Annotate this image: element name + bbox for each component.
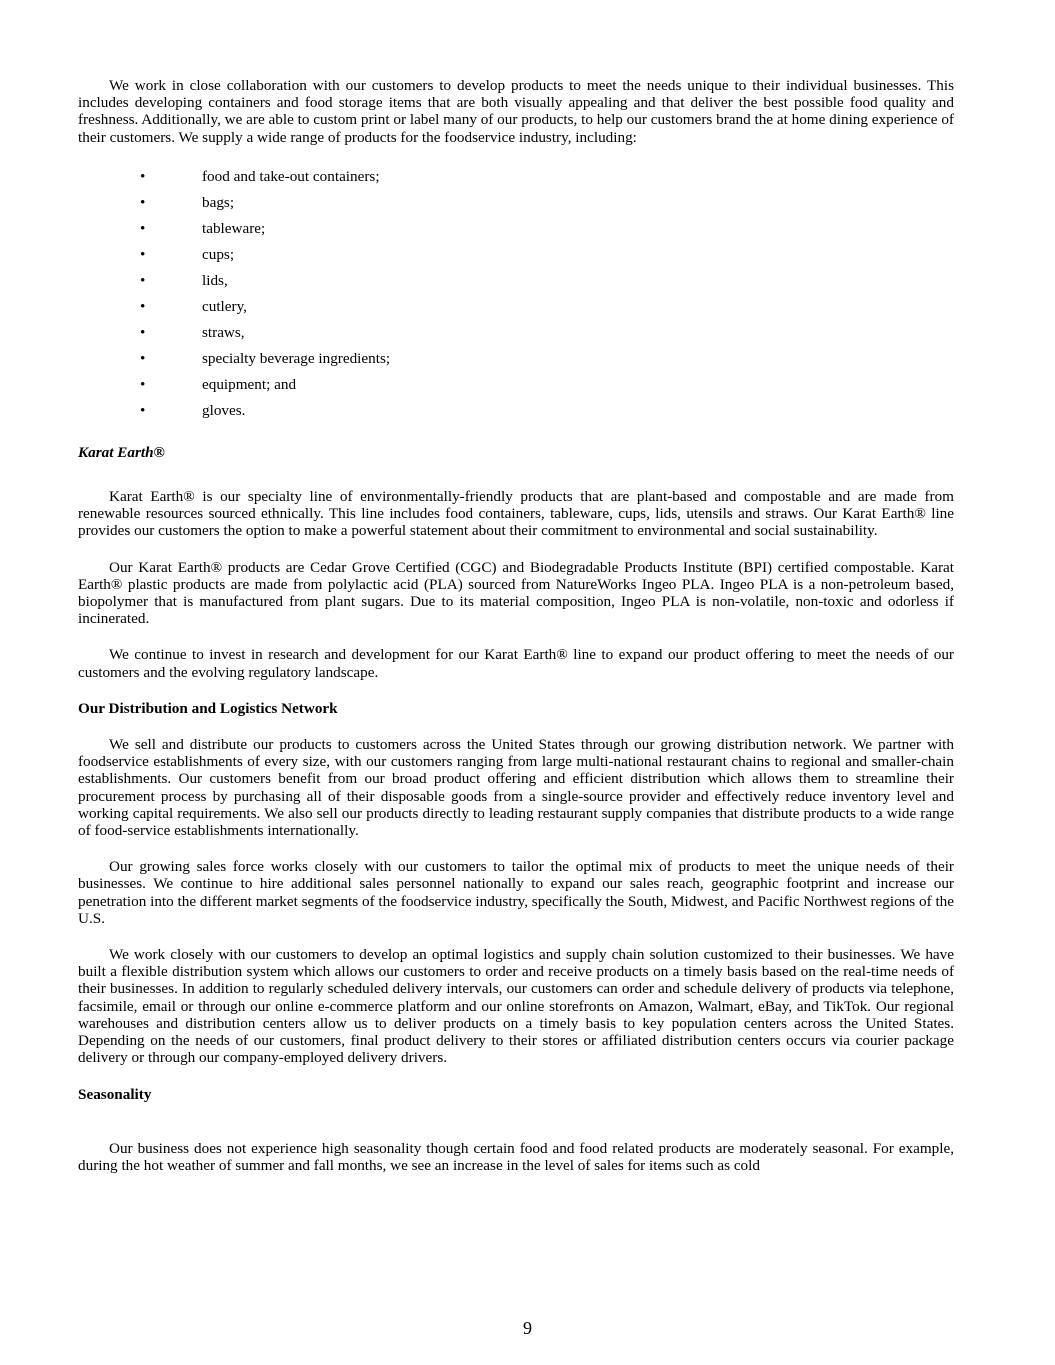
list-item-text: specialty beverage ingredients; xyxy=(202,349,391,367)
list-item-text: bags; xyxy=(202,193,235,211)
distribution-paragraph-3: We work closely with our customers to develop an optimal logistics and supply chain solution customized to their businesses. We have built a flexible distribution system which allows our customers to order and receive products on a timely basis based on the real-time needs of their businesses. In addition to regularly scheduled delivery intervals, our customers can order and schedule delivery of products via telephone, facsimile, email or through our online e-commerce platform and our online storefronts on Amazon, Walmart, eBay, and TikTok. Our regional warehouses and distribution centers allow us to deliver products on a timely basis to key population centers across the United States. Depending on the needs of our customers, final product delivery to their stores or affiliated distribution centers occurs via courier package delivery or through our company-employed delivery drivers. xyxy=(78,946,954,1067)
page-number: 9 xyxy=(523,1318,532,1338)
karat-paragraph-2: Our Karat Earth® products are Cedar Grove Certified (CGC) and Biodegradable Products Institute (BPI) certified compostable. Karat Earth® plastic products are made from polylactic acid (PLA) sourced from NatureWorks Ingeo PLA. Ingeo PLA is a non-petroleum based, biopolymer that is manufactured from plant sugars. Due to its material composition, Ingeo PLA is non-volatile, non-toxic and odorless if incinerated. xyxy=(78,558,954,628)
seasonality-paragraph: Our business does not experience high seasonality though certain food and food related products are moderately seasonal. For example, during the hot weather of summer and fall months, we see an increase in the level of sales for items such as cold xyxy=(78,1139,954,1174)
karat-paragraph-3: We continue to invest in research and development for our Karat Earth® line to expand our product offering to meet the needs of our customers and the evolving regulatory landscape. xyxy=(78,646,954,681)
bullet-icon: • xyxy=(140,297,146,315)
list-item xyxy=(78,350,954,367)
list-item xyxy=(78,324,954,341)
bullet-icon: • xyxy=(140,193,146,211)
list-item-text: straws, xyxy=(202,323,245,341)
list-item xyxy=(78,376,954,393)
list-item-text: gloves. xyxy=(202,401,246,419)
intro-paragraph: We work in close collaboration with our customers to develop products to meet the needs unique to their individual businesses. This includes developing containers and food storage items that are both visually appealing and that deliver the best possible food quality and freshness. Additionally, we are able to custom print or label many of our products, to help our customers brand the at home dining experience of their customers. We supply a wide range of products for the foodservice industry, including: xyxy=(78,77,954,146)
list-item xyxy=(78,246,954,263)
list-item xyxy=(78,402,954,419)
bullet-icon: • xyxy=(140,167,146,185)
list-item-text: equipment; and xyxy=(202,375,297,393)
list-item-text: food and take-out containers; xyxy=(202,167,380,185)
bullet-icon: • xyxy=(140,401,146,419)
karat-paragraph-1: Karat Earth® is our specialty line of environmentally-friendly products that are plant-based and compostable and are made from renewable resources sourced ethnically. This line includes food containers, tableware, cups, lids, utensils and straws. Our Karat Earth® line provides our customers the option to make a powerful statement about their commitment to environmental and social sustainability. xyxy=(78,488,954,540)
distribution-paragraph-2: Our growing sales force works closely with our customers to tailor the optimal mix of products to meet the unique needs of their businesses. We continue to hire additional sales personnel nationally to expand our sales reach, geographic footprint and increase our penetration into the different market segments of the foodservice industry, specifically the South, Midwest, and Pacific Northwest regions of the U.S. xyxy=(78,858,955,927)
list-item xyxy=(78,220,954,237)
list-item xyxy=(78,298,954,315)
distribution-paragraph-1: We sell and distribute our products to customers across the United States through our growing distribution network. We partner with foodservice establishments of every size, with our customers ranging from large multi-national restaurant chains to regional and smaller-chain establishments. Our customers benefit from our broad product offering and efficient distribution which allows them to streamline their procurement process by purchasing all of their disposable goods from a single-source provider and effectively reduce inventory level and working capital requirements. We also sell our products directly to leading restaurant supply companies that distribute products to a wide range of food-service establishments internationally. xyxy=(78,736,954,840)
seasonality-heading: Seasonality xyxy=(78,1085,152,1103)
karat-earth-heading: Karat Earth® xyxy=(78,443,165,461)
list-item-text: lids, xyxy=(202,271,228,289)
bullet-icon: • xyxy=(140,219,146,237)
product-list xyxy=(78,168,954,419)
list-item xyxy=(78,168,954,185)
list-item-text: tableware; xyxy=(202,219,266,237)
list-item-text: cups; xyxy=(202,245,235,263)
bullet-icon: • xyxy=(140,245,146,263)
list-item xyxy=(78,194,954,211)
bullet-icon: • xyxy=(140,323,146,341)
list-item-text: cutlery, xyxy=(202,297,247,315)
bullet-icon: • xyxy=(140,375,146,393)
document-page xyxy=(78,77,954,1174)
bullet-icon: • xyxy=(140,271,146,289)
distribution-heading: Our Distribution and Logistics Network xyxy=(78,699,338,717)
bullet-icon: • xyxy=(140,349,146,367)
list-item xyxy=(78,272,954,289)
